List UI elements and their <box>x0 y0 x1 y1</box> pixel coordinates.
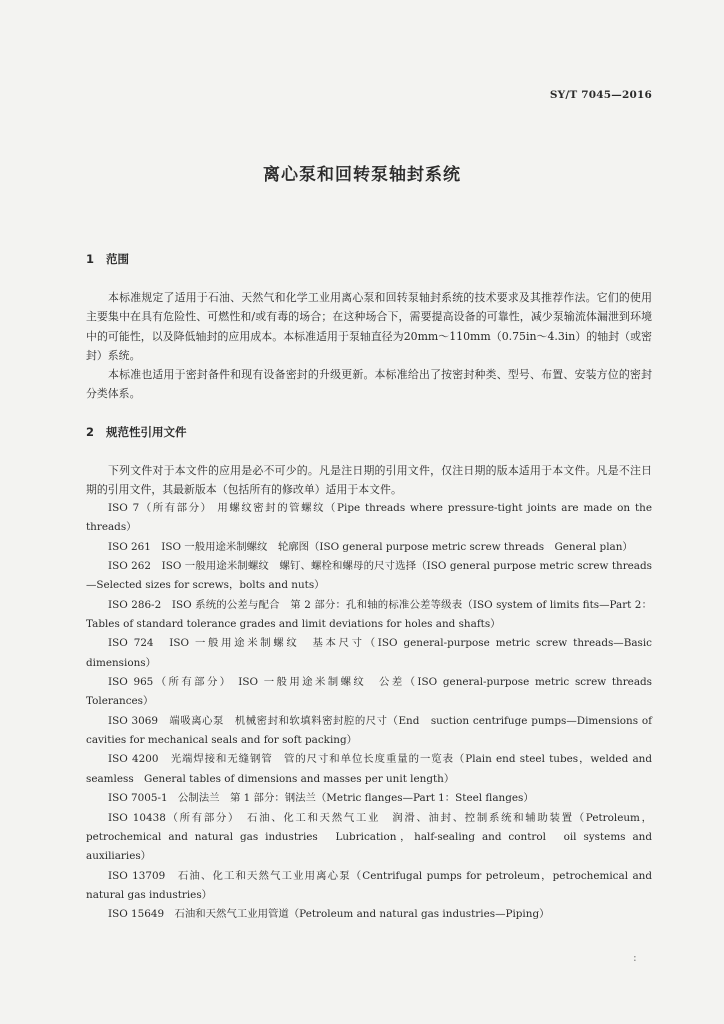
reference-item: ISO 286-2 ISO 系统的公差与配合 第 2 部分：孔和轴的标准公差等级表（ISO system of limits fits—Part 2：Tables of standard tolerance grades and limit deviations for holes and shafts） <box>86 598 652 631</box>
reference-item: ISO 4200 光端焊接和无缝钢管 管的尺寸和单位长度重量的一览表（Plain end steel tubes，welded and seamless General tables of dimensions and masses per unit length） <box>86 753 652 785</box>
reference-item: ISO 3069 端吸离心泵 机械密封和软填料密封腔的尺寸（End suction centrifuge pumps—Dimensions of cavities for mechanical seals and for soft packing） <box>86 714 652 747</box>
section-1-number: 1 <box>86 252 95 266</box>
section-2-heading <box>86 424 187 440</box>
section-2-intro <box>86 461 652 500</box>
scope-paragraph-1: 本标准规定了适用于石油、天然气和化学工业用离心泵和回转泵轴封系统的技术要求及其推荐作法。它们的使用主要集中在具有危险性、可燃性和/或有毒的场合；在这种场合下，需要提高设备的可靠性，减少泵输流体漏泄到环境中的可能性，以及降低轴封的应用成本。本标准适用于泵轴直径为20mm～110mm（0.75in～4.3in）的轴封（或密封）系统。 <box>86 291 652 362</box>
reference-item: ISO 724 ISO 一般用途米制螺纹 基本尺寸（ISO general-purpose metric screw threads—Basic dimensions） <box>86 637 652 669</box>
reference-item: ISO 15649 石油和天然气工业用管道（Petroleum and natural gas industries—Piping） <box>108 908 550 921</box>
normative-intro-paragraph: 下列文件对于本文件的应用是必不可少的。凡是注日期的引用文件，仅注日期的版本适用于本文件。凡是不注日期的引用文件，其最新版本（包括所有的修改单）适用于本文件。 <box>86 464 652 497</box>
document-title: 离心泵和回转泵轴封系统 <box>263 165 461 185</box>
reference-item: ISO 261 ISO 一般用途米制螺纹 轮廓图（ISO general purpose metric screw threads General plan） <box>108 540 633 553</box>
section-1-title: 范围 <box>106 252 129 266</box>
section-1-body <box>86 288 652 404</box>
reference-list <box>86 499 663 925</box>
page-mark: : <box>633 951 637 964</box>
reference-item: ISO 10438（所有部分） 石油、化工和天然气工业 润滑、油封、控制系统和辅助装置（Petroleum，petrochemical and natural gas industries Lubrication，half-sealing and control oil systems and auxiliaries） <box>86 811 652 863</box>
reference-item: ISO 7005-1 公制法兰 第 1 部分：钢法兰（Metric flanges—Part 1：Steel flanges） <box>108 792 534 805</box>
scope-paragraph-2: 本标准也适用于密封备件和现有设备密封的升级更新。本标准给出了按密封种类、型号、布置、安装方位的密封分类体系。 <box>86 368 652 401</box>
section-2-title: 规范性引用文件 <box>106 425 187 439</box>
reference-item: ISO 7（所有部分） 用螺纹密封的管螺纹（Pipe threads where pressure-tight joints are made on the threads） <box>86 502 652 534</box>
reference-item: ISO 13709 石油、化工和天然气工业用离心泵（Centrifugal pumps for petroleum，petrochemical and natural gas industries） <box>86 869 652 901</box>
reference-item: ISO 262 ISO 一般用途米制螺纹 螺钉、螺栓和螺母的尺寸选择（ISO general purpose metric screw threads—Selected sizes for screws，bolts and nuts） <box>86 560 652 592</box>
section-2-number: 2 <box>86 425 95 439</box>
standard-code: SY/T 7045—2016 <box>549 89 652 101</box>
section-1-heading <box>86 251 129 267</box>
reference-item: ISO 965（所有部分） ISO 一般用途米制螺纹 公差（ISO general-purpose metric screw threads Tolerances） <box>86 676 663 708</box>
